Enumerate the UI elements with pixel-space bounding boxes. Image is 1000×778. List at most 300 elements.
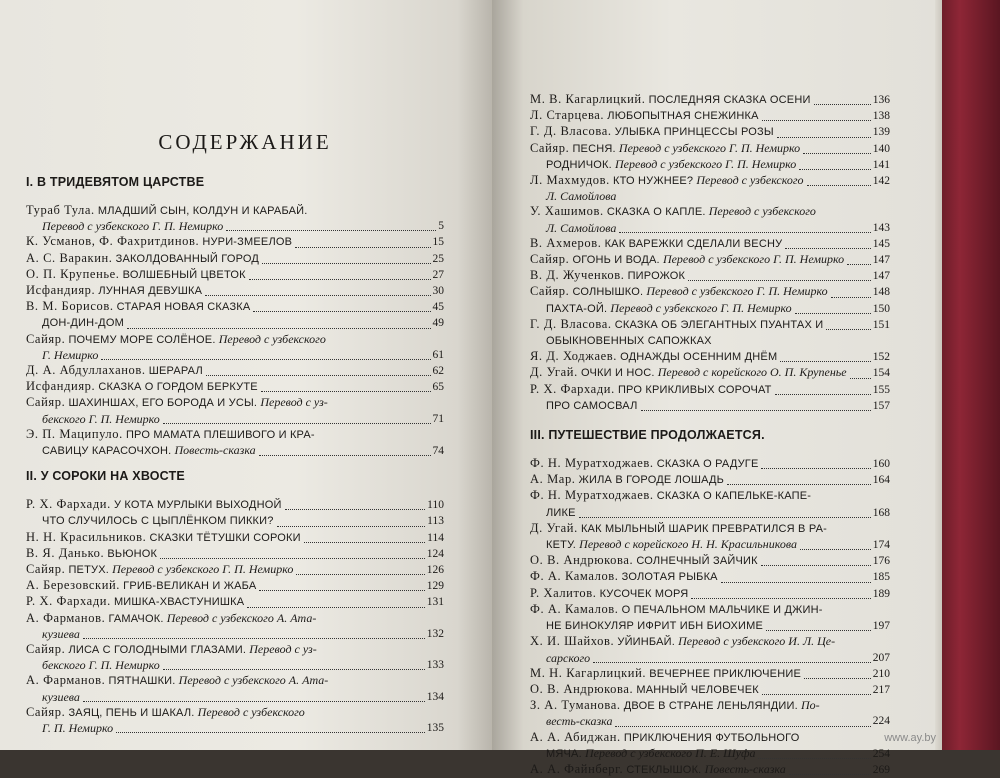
entry-title: НЕ БИНОКУЛЯР ИФРИТ ИБН БИОХИМЕ [546,620,764,633]
toc-entry [26,251,444,267]
entry-text [42,690,80,705]
entry-text [530,317,823,333]
entry-title: ЛЮБОПЫТНАЯ СНЕЖИНКА [607,110,759,123]
entry-translation-note: Перевод с корейского Н. Н. Красильникова [579,537,797,552]
entry-translation-note: Перевод с узбекского Г. П. Немирко [646,284,828,299]
toc-entry [530,108,890,124]
entry-text [26,530,301,546]
leader-dots [799,169,871,170]
entry-author: О. В. Андрюкова. [530,553,634,568]
entry-text [42,412,160,427]
entry-author: Исфандияр. [26,379,96,394]
entry-translation-note: кузиева [42,626,80,641]
leader-dots [247,607,424,608]
entry-text [530,382,772,398]
toc-entry [26,412,444,427]
entry-title: НУРИ-ЗМЕЕЛОВ [202,236,293,249]
leader-dots [762,120,871,121]
entry-text [26,299,250,315]
entry-title: ПАХТА-ОЙ. [546,302,608,315]
page-number: 254 [872,747,890,760]
entry-author: А. С. Варакин. [26,250,113,265]
entry-author: А. Фарманов. [26,610,106,625]
page-number: 154 [872,367,890,380]
toc-entry [530,382,890,398]
leader-dots [277,526,426,527]
page-number: 142 [872,175,890,188]
entry-author: Р. Х. Фархади. [26,497,111,512]
entry-author: Х. И. Шайхов. [530,634,615,649]
page-number: 27 [432,268,444,281]
entry-translation-note: Перевод с узбекского [696,173,804,188]
entry-text [546,651,590,666]
entry-translation-note: бекского Г. П. Немирко [42,411,160,426]
leader-dots [261,391,431,392]
page-number: 145 [872,237,890,250]
entry-author: Г. Д. Власова. [530,316,612,331]
toc-entry [530,634,890,650]
toc-entry [530,521,890,537]
entry-translation-note: бекского Г. П. Немирко [42,658,160,673]
toc-entry [530,472,890,488]
entry-title: СКАЗКА О КАПЛЕ. [606,206,706,219]
toc-entry [26,594,444,610]
entry-title: МЛАДШИЙ СЫН, КОЛДУН И КАРАБАЙ. [97,205,308,217]
entry-text [530,124,774,140]
entry-text [530,365,847,381]
toc-entry [26,315,444,331]
entry-author: А. А. Абиджан. [530,729,621,744]
entry-text [530,268,685,284]
entry-title: ДВОЕ В СТРАНЕ ЛЕНЬЛЯНДИИ. [623,700,798,713]
entry-title: СКАЗКА О РАДУГЕ [656,458,759,471]
leader-dots [826,329,870,330]
entry-author: Ф. Н. Муратходжаев. [530,456,654,471]
entry-text [26,379,258,395]
toc-entry [530,221,890,236]
entry-translation-note: Перевод с узбекского А. Ата- [166,610,317,625]
toc-entry [530,349,890,365]
entry-translation-note: Перевод с узбекского И. Л. Це- [678,634,836,649]
entry-text [26,251,259,267]
page-number: 148 [872,286,890,299]
entry-title: ОЧКИ И НОС. [580,367,655,380]
section-2-continued [530,92,890,414]
entry-translation-note: Перевод с узбекского Г. П. Немирко [112,562,294,577]
toc-entry [26,673,444,689]
page-number: 210 [872,667,890,680]
entry-text [26,395,328,411]
page-number: 135 [426,722,444,735]
page-number: 114 [427,531,444,544]
entry-author: Л. Старцева. [530,108,605,123]
leader-dots [127,328,431,329]
entry-translation-note: Перевод с узбекского [197,704,305,719]
toc-entry [26,513,444,529]
leader-dots [688,280,871,281]
page-number: 217 [872,683,890,696]
entry-title: САВИЦУ КАРАСОЧХОН. [42,445,172,458]
entry-text [26,673,328,689]
entry-title: ЧТО СЛУЧИЛОСЬ С ЦЫПЛЁНКОМ ПИККИ? [42,515,274,528]
entry-title: У КОТА МУРЛЫКИ ВЫХОДНОЙ [113,499,282,512]
toc-entry [530,252,890,268]
page-number: 141 [872,158,890,171]
page-number: 62 [432,365,444,378]
entry-title: ГАМАЧОК. [108,612,164,625]
page-number: 129 [426,580,444,593]
entry-translation-note: Л. Самойлова [546,220,617,235]
entry-title: СОЛНЕЧНЫЙ ЗАЙЧИК [636,555,758,568]
entry-translation-note: Перевод с уз- [249,642,317,657]
entry-author: Г. Д. Власова. [530,124,612,139]
entry-translation-note: Перевод с узбекского Г. П. Немирко [42,219,224,234]
page-number: 65 [432,381,444,394]
entry-title: СОЛНЫШКО. [572,286,644,299]
toc-entry [26,611,444,627]
entry-text [546,157,796,173]
toc-entry [530,398,890,414]
entry-title: ОДНАЖДЫ ОСЕННИМ ДНЁМ [620,351,778,364]
toc-entry [26,348,444,363]
entry-text [546,618,763,634]
page-number: 30 [432,285,444,298]
entry-text [42,348,98,363]
entry-author: Сайяр. [26,395,66,410]
leader-dots [206,375,431,376]
leader-dots [295,247,430,248]
entry-title: О ПЕЧАЛЬНОМ МАЛЬЧИКЕ И ДЖИН- [621,603,823,616]
toc-entry [530,553,890,569]
entry-translation-note: Перевод с узбекского [708,204,816,219]
toc-entry [530,666,890,682]
page-number: 224 [872,715,890,728]
toc-entry [530,488,890,504]
entry-title: ДОН-ДИН-ДОМ [42,317,124,330]
entry-author: Сайяр. [26,562,66,577]
entry-text [42,219,223,234]
page-number: 147 [872,254,890,267]
entry-title: УЙИНБАЙ. [617,636,676,649]
toc-entry [26,562,444,578]
toc-entry [530,189,890,204]
entry-title: ПЕТУХ. [68,564,109,577]
entry-text [42,443,256,459]
entry-text [26,642,317,658]
toc-entry [530,365,890,381]
entry-translation-note: Перевод с узбекского Г. П. Немирко [610,300,792,315]
page-number: 61 [432,348,444,361]
page-number: 152 [872,351,890,364]
leader-dots [101,359,430,360]
entry-text [530,488,811,504]
entry-text [530,236,782,252]
leader-dots [803,153,871,154]
entry-text [26,363,203,379]
page-number: 168 [872,506,890,519]
entry-text [546,505,576,521]
entry-text [26,578,256,594]
page-number: 139 [872,126,890,139]
entry-author: Я. Д. Ходжаев. [530,349,618,364]
entry-title: ПРО МАМАТА ПЛЕШИВОГО И КРА- [125,428,315,441]
entry-text [530,252,844,268]
entry-text [530,108,759,124]
entry-title: СКАЗКА ОБ ЭЛЕГАНТНЫХ ПУАНТАХ И [614,318,824,331]
leader-dots [762,694,871,695]
entry-title: ПЯТНАШКИ. [108,675,176,688]
entry-text [530,553,758,569]
page-number: 71 [432,412,444,425]
page-number: 126 [426,564,444,577]
toc-entry [530,124,890,140]
leader-dots [160,558,425,559]
entry-author: А. А. Файнберг. [530,761,624,776]
toc-entry [26,658,444,673]
entry-title: ЗАКОЛДОВАННЫЙ ГОРОД [115,252,260,265]
page-number: 132 [426,627,444,640]
entry-title: КУСОЧЕК МОРЯ [599,587,689,600]
leader-dots [800,549,871,550]
entry-title: ПОЧЕМУ МОРЕ СОЛЁНОЕ. [68,333,216,346]
entry-title: ЛИСА С ГОЛОДНЫМИ ГЛАЗАМИ. [68,644,247,657]
leader-dots [83,638,425,639]
leader-dots [641,410,871,411]
toc-entry [26,705,444,721]
page-number: 174 [872,539,890,552]
entry-title: ОГОНЬ И ВОДА. [572,254,660,267]
entry-author: Сайяр. [26,642,66,657]
toc-entry [530,284,890,300]
entry-text [530,730,799,746]
toc-entry [530,92,890,108]
entry-author: К. Усманов, Ф. Фахритдинов. [26,234,200,249]
page-number: 45 [432,301,444,314]
toc-entry [530,602,890,618]
page-number: 134 [426,690,444,703]
entry-text [26,234,292,250]
entry-text [530,141,800,157]
page-number: 176 [872,555,890,568]
entry-title: ВОЛШЕБНЫЙ ЦВЕТОК [122,268,246,281]
leader-dots [766,630,871,631]
entry-text [530,634,835,650]
entry-text [26,611,316,627]
entry-translation-note: кузиева [42,689,80,704]
entry-author: Н. Н. Красильников. [26,529,147,544]
entry-title: МИШКА-ХВАСТУНИШКА [113,596,245,609]
toc-entry [26,283,444,299]
toc-entry [530,730,890,746]
page-number: 136 [872,94,890,106]
leader-dots [761,468,870,469]
leader-dots [259,455,431,456]
entry-text [530,762,786,778]
toc-entry [530,762,890,778]
entry-translation-note: Повесть-сказка [704,761,786,776]
leader-dots [777,137,871,138]
entry-text [42,721,113,736]
entry-text [42,658,160,673]
entry-title: КЕТУ. [546,539,577,552]
leader-dots [249,279,431,280]
toc-entry [26,530,444,546]
entry-text [530,92,811,108]
entry-title: ЗАЯЦ, ПЕНЬ И ШАКАЛ. [68,706,195,719]
toc-entry [26,332,444,348]
toc-entry [530,301,890,317]
toc-entry [530,586,890,602]
page-number: 151 [872,318,890,331]
toc-entry [530,569,890,585]
leader-dots [593,662,871,663]
toc-entry [26,299,444,315]
entry-title: ЗОЛОТАЯ РЫБКА [621,571,718,584]
toc-entry [530,317,890,333]
left-column [26,130,444,736]
page-number: 74 [432,445,444,458]
entry-translation-note: Перевод с узбекского Г. П. Немирко [615,156,797,171]
entry-author: О. П. Крупенье. [26,266,120,281]
entry-author: В. Ахмеров. [530,235,602,250]
toc-entry [26,497,444,513]
entry-title: КАК МЫЛЬНЫЙ ШАРИК ПРЕВРАТИЛСЯ В РА- [580,522,828,535]
page-number: 157 [872,399,890,412]
entry-text [26,594,244,610]
entry-author: В. Д. Жученков. [530,268,625,283]
section-2 [26,469,444,736]
leader-dots [691,598,870,599]
leader-dots [619,232,870,233]
entry-title: СТАРАЯ НОВАЯ СКАЗКА [116,301,251,314]
toc-entry [530,505,890,521]
toc-entry [530,141,890,157]
entry-title: УЛЫБКА ПРИНЦЕССЫ РОЗЫ [614,126,774,139]
entry-title: ЛИКЕ [546,506,576,519]
entry-text [530,349,777,365]
entry-text [530,666,801,682]
entry-text [546,189,616,204]
section-heading: II. У СОРОКИ НА ХВОСТЕ [26,469,185,484]
entry-author: Д. Угай. [530,365,578,380]
page-number: 189 [872,587,890,600]
toc-entry [530,746,890,762]
entry-text [530,698,820,714]
entry-translation-note: Л. Самойлова [546,189,617,204]
toc-entry [26,721,444,736]
leader-dots [780,361,870,362]
entry-author: Сайяр. [530,252,570,267]
toc-entry [26,690,444,705]
entry-text [546,398,638,414]
toc-entry [26,203,444,219]
entry-author: Р. Х. Фархади. [530,381,615,396]
entry-author: В. М. Борисов. [26,299,114,314]
toc-entry [530,618,890,634]
entry-author: Тураб Тула. [26,203,95,217]
entry-author: Ф. А. Камалов. [530,569,619,584]
entry-title: КТО НУЖНЕЕ? [612,175,694,188]
entry-author: Д. А. Абдуллаханов. [26,363,146,378]
entry-translation-note: Г. Немирко [42,347,99,362]
entry-translation-note: сарского [546,650,591,665]
entry-text [546,537,797,553]
entry-text [546,301,792,317]
entry-title: КАК ВАРЕЖКИ СДЕЛАЛИ ВЕСНУ [604,237,783,250]
leader-dots [262,263,430,264]
entry-title: СКАЗКА О КАПЕЛЬКЕ-КАПЕ- [656,490,812,503]
entry-text [530,521,827,537]
toc-entry [26,443,444,459]
page-number: 269 [872,763,890,776]
entry-translation-note: Перевод с уз- [260,395,328,410]
entry-title: ОБЫКНОВЕННЫХ САПОЖКАХ [546,335,712,348]
entry-author: У. Хашимов. [530,204,604,219]
entry-translation-note: Перевод с корейского О. П. Крупенье [657,365,847,380]
page-number: 150 [872,302,890,315]
left-page [0,0,492,750]
entry-translation-note: Г. П. Немирко [42,721,114,736]
leader-dots [814,104,871,105]
leader-dots [163,423,431,424]
leader-dots [83,701,425,702]
leader-dots [727,484,871,485]
entry-text [26,546,157,562]
entry-text [42,315,124,331]
toc-entry [530,698,890,714]
toc-entry [26,642,444,658]
entry-text [26,427,315,443]
page-number: 147 [872,270,890,283]
entry-text [546,333,712,349]
page-number: 133 [426,659,444,672]
entry-title: ПРИКЛЮЧЕНИЯ ФУТБОЛЬНОГО [623,731,800,744]
page-number: 138 [872,110,890,123]
leader-dots [847,264,871,265]
entry-title: СКАЗКИ ТЁТУШКИ СОРОКИ [149,531,301,544]
entry-text [546,221,616,236]
entry-title: ПЕСНЯ. [572,142,616,155]
toc-entry [530,333,890,349]
toc-entry [530,268,890,284]
toc-entry [26,546,444,562]
leader-dots [807,185,871,186]
entry-author: Л. Махмудов. [530,173,610,188]
entry-text [546,714,612,729]
leader-dots [259,590,424,591]
entry-title: ЖИЛА В ГОРОДЕ ЛОШАДЬ [578,474,725,487]
entry-text [530,569,718,585]
entry-author: Сайяр. [26,331,66,346]
entry-author: Р. Х. Фархади. [26,594,111,609]
entry-author: Э. П. Маципуло. [26,426,123,441]
entry-title: ВЬЮНОК [107,547,158,560]
entry-text [26,497,282,513]
toc-entry [530,682,890,698]
section-3 [530,428,890,778]
toc-entry [530,173,890,189]
leader-dots [850,378,871,379]
entry-author: Сайяр. [26,704,66,719]
toc-entry [26,267,444,283]
entry-text [26,332,326,348]
entry-title: ШАХИНШАХ, ЕГО БОРОДА И УСЫ. [68,397,258,410]
entry-author: Д. Угай. [530,520,578,535]
watermark: www.ay.by [884,732,936,744]
page-number: 143 [872,221,890,234]
page-number: 49 [432,317,444,330]
entry-text [530,173,804,189]
